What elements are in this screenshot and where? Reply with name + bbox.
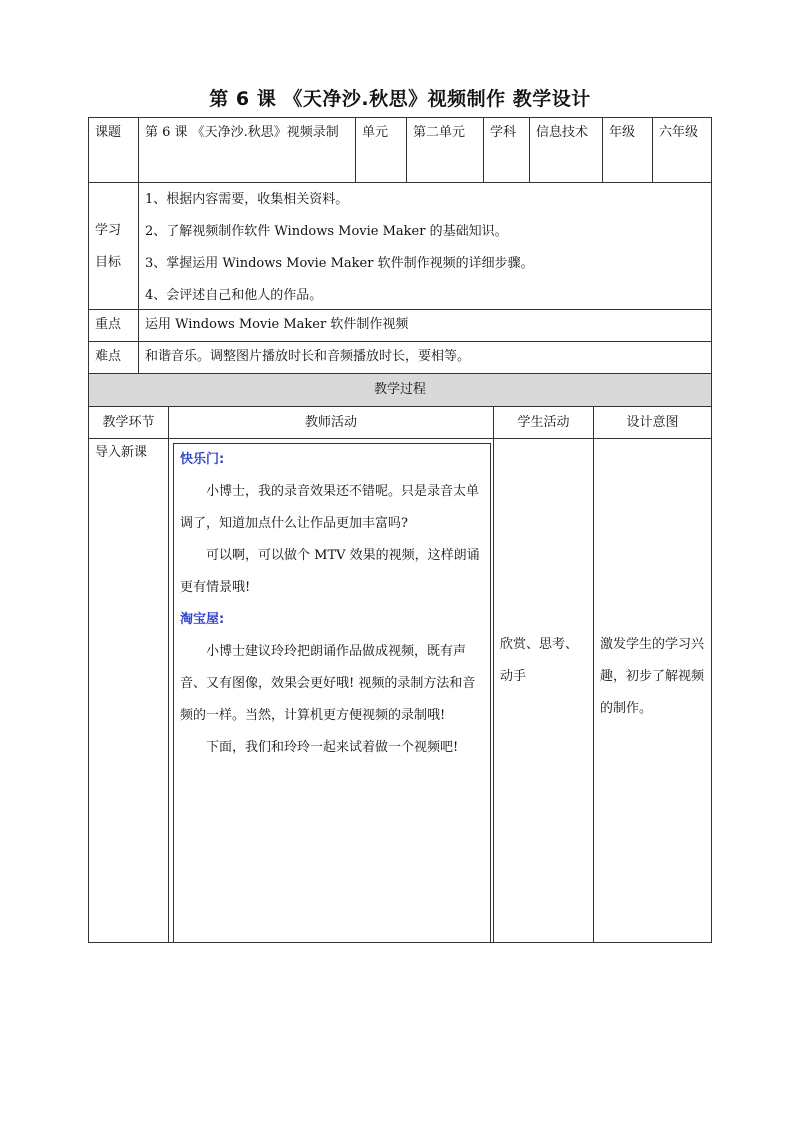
col-teacher-label: 教师活动: [304, 415, 357, 430]
design-intent-cell: [593, 438, 712, 943]
stage-cell: [88, 438, 169, 943]
design-intent-value: 激发学生的学习兴趣，初步了解视频的制作。: [600, 637, 705, 716]
topic-label: 课题: [95, 125, 122, 140]
goal-item-4: 4、会评述自己和他人的作品。: [145, 288, 323, 303]
col-intent-label: 设计意图: [626, 415, 679, 430]
difficulty-label: 难点: [95, 349, 122, 364]
unit-value: 第二单元: [413, 125, 466, 140]
page-title: 第 6 课 《天净沙.秋思》视频制作 教学设计: [209, 88, 591, 110]
process-header: 教学过程: [373, 382, 426, 397]
goals-label-cell: [88, 182, 139, 310]
key-point-value-cell: [138, 309, 712, 342]
subject-value: 信息技术: [536, 125, 589, 140]
goals-content-cell: [138, 182, 712, 310]
grade-label: 年级: [609, 125, 636, 140]
grade-label-cell: [602, 117, 653, 183]
goal-item-3: 3、掌握运用 Windows Movie Maker 软件制作视频的详细步骤。: [145, 256, 534, 271]
teacher-paragraph-4: 下面，我们和玲玲一起来试着做一个视频吧!: [206, 740, 459, 755]
teacher-paragraph-2: 可以啊，可以做个 MTV 效果的视频，这样朗诵更有情景哦!: [180, 548, 480, 595]
unit-label: 单元: [362, 125, 389, 140]
unit-label-cell: [355, 117, 407, 183]
student-activity-cell: [493, 438, 594, 943]
lesson-plan-table: [88, 117, 712, 943]
key-point-label-cell: [88, 309, 139, 342]
process-header-cell: [88, 373, 712, 407]
subject-value-cell: [529, 117, 603, 183]
teacher-paragraph-1: 小博士，我的录音效果还不错呢。只是录音太单调了，知道加点什么让作品更加丰富吗?: [180, 484, 480, 531]
teacher-activity-box: [173, 443, 491, 943]
topic-value-cell: [138, 117, 356, 183]
teacher-heading-happy-door: 快乐门:: [180, 452, 225, 467]
col-intent-header: [593, 406, 712, 439]
difficulty-value: 和谐音乐。调整图片播放时长和音频播放时长，要相等。: [145, 349, 471, 364]
topic-value: 第 6 课 《天净沙.秋思》视频录制: [145, 125, 339, 140]
goals-label-line2: 目标: [95, 255, 122, 270]
difficulty-label-cell: [88, 341, 139, 374]
col-stage-header: [88, 406, 169, 439]
col-stage-label: 教学环节: [102, 415, 155, 430]
stage-value: 导入新课: [95, 445, 148, 460]
student-activity-value: 欣赏、思考、动手: [500, 637, 579, 684]
grade-value: 六年级: [659, 125, 699, 140]
goals-label-line1: 学习: [95, 223, 122, 238]
goal-item-2: 2、了解视频制作软件 Windows Movie Maker 的基础知识。: [145, 224, 508, 239]
difficulty-value-cell: [138, 341, 712, 374]
col-student-header: [493, 406, 594, 439]
subject-label-cell: [483, 117, 530, 183]
col-student-label: 学生活动: [517, 415, 570, 430]
teacher-heading-treasure-house: 淘宝屋:: [180, 612, 225, 627]
grade-value-cell: [652, 117, 712, 183]
goal-item-1: 1、根据内容需要，收集相关资料。: [145, 192, 349, 207]
col-teacher-header: [168, 406, 494, 439]
teacher-paragraph-3: 小博士建议玲玲把朗诵作品做成视频，既有声音、又有图像，效果会更好哦! 视频的录制方法和音频的一样。当然，计算机更方便视频的录制哦!: [180, 644, 476, 723]
unit-value-cell: [406, 117, 484, 183]
topic-label-cell: [88, 117, 139, 183]
key-point-value: 运用 Windows Movie Maker 软件制作视频: [145, 317, 409, 332]
key-point-label: 重点: [95, 317, 122, 332]
subject-label: 学科: [490, 125, 517, 140]
